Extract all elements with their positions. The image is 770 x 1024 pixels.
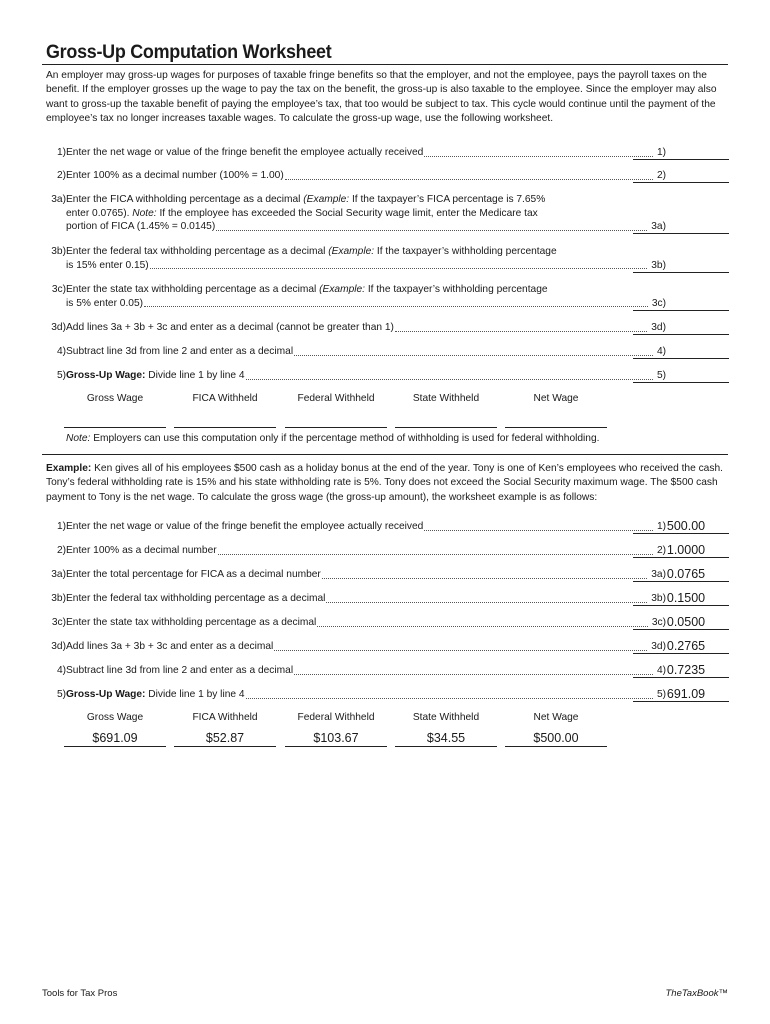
example-state-withheld-value: $34.55	[395, 730, 497, 747]
page-title: Gross-Up Computation Worksheet	[46, 41, 332, 63]
fica-withheld-input[interactable]	[174, 411, 276, 428]
column-fica-withheld: FICA Withheld	[174, 393, 276, 428]
title-rule	[42, 64, 728, 65]
example-line-2-value: 1.0000	[633, 543, 729, 558]
column-net-wage: Net Wage	[505, 393, 607, 428]
section-rule	[42, 454, 728, 455]
example-line-4-value: 0.7235	[633, 663, 729, 678]
line-2-input[interactable]	[633, 182, 729, 183]
example-federal-withheld-value: $103.67	[285, 730, 387, 747]
footer-brand: TheTaxBook™	[665, 988, 728, 999]
net-wage-input[interactable]	[505, 411, 607, 428]
example-line-3c-value: 0.0500	[633, 615, 729, 630]
line-3d-input[interactable]	[633, 334, 729, 335]
example-line-3b-value: 0.1500	[633, 591, 729, 606]
column-federal-withheld: Federal Withheld	[285, 393, 387, 428]
column-gross-wage: Gross Wage	[64, 393, 166, 428]
example-column-net-wage: Net Wage $500.00	[505, 712, 607, 747]
line-5-input[interactable]	[633, 382, 729, 383]
example-column-gross-wage: Gross Wage $691.09	[64, 712, 166, 747]
example-paragraph: Example: Ken gives all of his employees $500 cash as a holiday bonus at the end of the year. Tony is one of Ken’s employees who received the cash. Tony’s federal withholding rate is 15% and his state withholding rate is 5%. Tony does not exceed the Social Security maximum wage. The $500 cash payment to Tony is the net wage. To calculate the gross wage (the gross-up amount), the worksheet example is as follows:	[46, 463, 723, 503]
line-3a-input[interactable]	[633, 233, 729, 234]
example-column-state-withheld: State Withheld $34.55	[395, 712, 497, 747]
federal-withheld-input[interactable]	[285, 411, 387, 428]
intro-paragraph: An employer may gross-up wages for purposes of taxable fringe benefits so that the employer, and not the employee, pays the payroll taxes on the benefit. If the employer grosses up the wage to pay the tax on the benefit, the gross-up is also taxable to the employee. Since the employer may also want to gross-up the taxable benefit of paying the employee’s tax, that too would be subject to tax. This cycle would continue until the payment of the employee’s tax no longer increases taxable wages. To calculate the gross-up wage, use the following worksheet.	[46, 70, 717, 124]
footer-publisher: Tools for Tax Pros	[42, 988, 118, 999]
line-4-input[interactable]	[633, 358, 729, 359]
worksheet-note: Note: Employers can use this computation only if the percentage method of withholding is used for federal withholding.	[66, 433, 600, 444]
line-1-input[interactable]	[633, 159, 729, 160]
example-line-3d-value: 0.2765	[633, 639, 729, 654]
example-line-5-value: 691.09	[633, 687, 729, 702]
example-fica-withheld-value: $52.87	[174, 730, 276, 747]
example-gross-wage-value: $691.09	[64, 730, 166, 747]
example-column-fica-withheld: FICA Withheld $52.87	[174, 712, 276, 747]
gross-wage-input[interactable]	[64, 411, 166, 428]
example-net-wage-value: $500.00	[505, 730, 607, 747]
example-line-3a-value: 0.0765	[633, 567, 729, 582]
line-3c-input[interactable]	[633, 310, 729, 311]
line-3b-input[interactable]	[633, 272, 729, 273]
state-withheld-input[interactable]	[395, 411, 497, 428]
example-line-1-value: 500.00	[633, 519, 729, 534]
example-column-federal-withheld: Federal Withheld $103.67	[285, 712, 387, 747]
column-state-withheld: State Withheld	[395, 393, 497, 428]
